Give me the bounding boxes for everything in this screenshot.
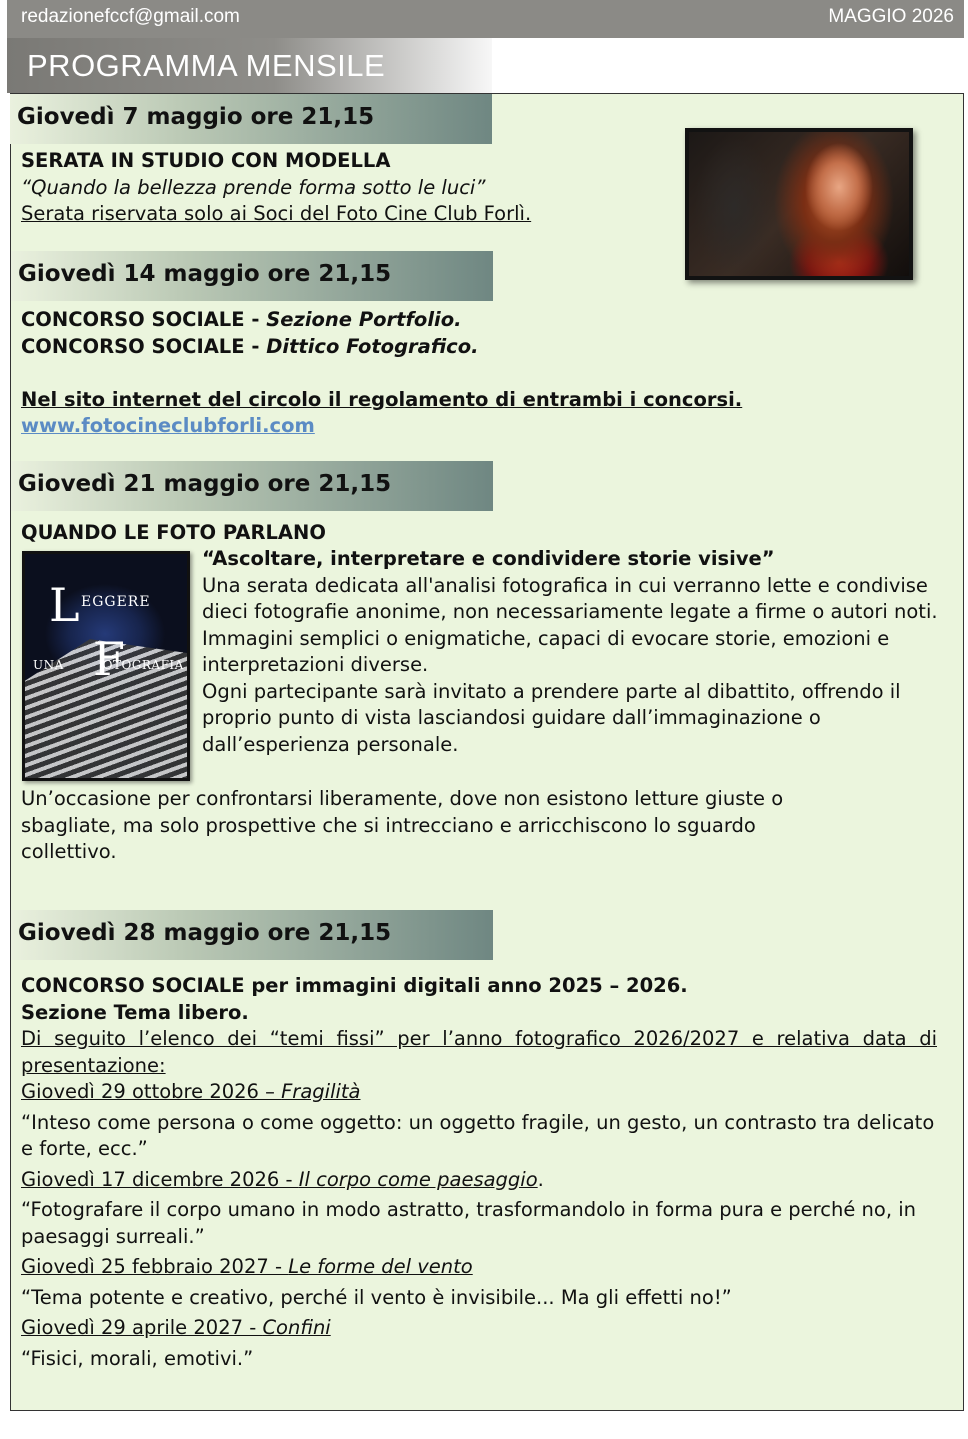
event-3-para3: Ogni partecipante sarà invitato a prendere parte al dibattito, offrendo il proprio punto di vista lasciandosi guidare dall’immaginazione o dall’esperienza personale.	[202, 679, 901, 756]
theme-4-desc: “Fisici, morali, emotivi.”	[21, 1346, 254, 1370]
event-1-subtitle: “Quando la bellezza prende forma sotto le luci”	[21, 175, 486, 199]
theme-1-desc: “Inteso come persona o come oggetto: un oggetto fragile, un gesto, un contrasto tra delicato e forte, ecc.”	[21, 1110, 935, 1160]
top-bar	[7, 0, 964, 38]
book-big-l: L	[49, 578, 80, 632]
event-3-title: QUANDO LE FOTO PARLANO	[21, 521, 326, 544]
rules-note: Nel sito internet del circolo il regolamento di entrambi i concorsi.	[21, 387, 743, 411]
event-3-para1: Una serata dedicata all'analisi fotografica in cui verranno lette e condivise dieci fotografie anonime, non necessariamente legate a firme o autori noti.	[202, 573, 938, 623]
event-4-line2: Sezione Tema libero.	[21, 1000, 249, 1024]
event-3-subtitle: “Ascoltare, interpretare e condividere storie visive”	[202, 547, 775, 570]
book-cover-image	[22, 551, 190, 781]
model-photo	[685, 128, 913, 280]
contest-label-1: CONCORSO SOCIALE -	[21, 308, 267, 331]
theme-3-heading: Giovedì 25 febbraio 2027 - Le forme del vento	[21, 1255, 473, 1278]
program-title: PROGRAMMA MENSILE	[7, 38, 492, 93]
theme-1-heading: Giovedì 29 ottobre 2026 – Fragilità	[21, 1080, 361, 1103]
event-3-closing: Un’occasione per confrontarsi liberamente, dove non esistono letture giuste o sbagliate, ma solo prospettive che si intrecciano e arricchiscono lo sguardo collettivo.	[21, 787, 784, 863]
book-word-eggere: EGGERE	[81, 594, 151, 610]
event-4-body	[21, 973, 937, 1372]
event-date-1: Giovedì 7 maggio ore 21,15	[10, 94, 492, 144]
contest-diptych: Dittico Fotografico.	[266, 334, 479, 358]
email-text[interactable]: redazionefccf@gmail.com	[21, 6, 240, 27]
event-3-body	[202, 546, 958, 758]
website-link[interactable]: www.fotocineclubforli.com	[21, 414, 315, 437]
theme-4-heading: Giovedì 29 aprile 2027 - Confini	[21, 1316, 331, 1339]
event-1-note: Serata riservata solo ai Soci del Foto Cine Club Forlì.	[21, 202, 532, 225]
contest-portfolio: Sezione Portfolio.	[266, 308, 462, 331]
event-4-line1: CONCORSO SOCIALE per immagini digitali anno 2025 – 2026.	[21, 974, 688, 997]
event-1-title: SERATA IN STUDIO CON MODELLA	[21, 149, 391, 172]
themes-intro: Di seguito l’elenco dei “temi fissi” per l’anno fotografico 2026/2027 e relativa data di presentazione:	[21, 1027, 937, 1077]
book-word-una: UNA OTOGRAFIA	[33, 658, 184, 672]
issue-date: MAGGIO 2026	[828, 6, 954, 27]
theme-2-heading: Giovedì 17 dicembre 2026 - Il corpo come paesaggio.	[21, 1167, 544, 1191]
event-date-4: Giovedì 28 maggio ore 21,15	[11, 910, 493, 960]
contest-label-2: CONCORSO SOCIALE -	[21, 334, 267, 358]
event-date-2: Giovedì 14 maggio ore 21,15	[11, 251, 493, 301]
theme-2-desc: “Fotografare il corpo umano in modo astratto, trasformandolo in forma pura e perché no, in paesaggi surreali.”	[21, 1198, 917, 1248]
book-big-f: F	[93, 632, 125, 686]
event-2-body	[21, 307, 941, 440]
event-1-body	[21, 148, 661, 228]
event-3-para2: Immagini semplici o enigmatiche, capaci di evocare storie, emozioni e interpretazioni diverse.	[202, 626, 890, 676]
theme-3-desc: “Tema potente e creativo, perché il vento è invisibile... Ma gli effetti no!”	[21, 1285, 732, 1309]
event-date-3: Giovedì 21 maggio ore 21,15	[11, 461, 493, 511]
